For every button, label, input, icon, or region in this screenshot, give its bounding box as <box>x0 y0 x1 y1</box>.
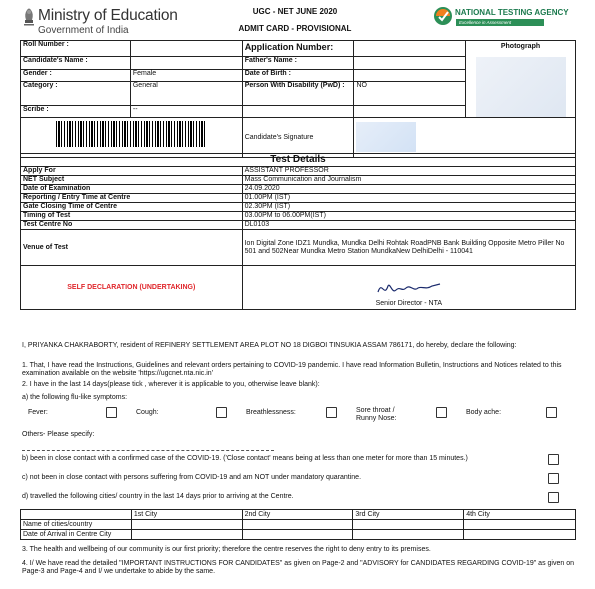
nta-logo-icon <box>433 6 453 26</box>
self-declaration-title: SELF DECLARATION (UNDERTAKING) <box>21 266 243 310</box>
photograph-image <box>476 57 566 117</box>
gate-closing-value: 02.30PM (IST) <box>242 203 575 212</box>
reporting-time-label: Reporting / Entry Time at Centre <box>21 194 243 203</box>
others-specify-label: Others- Please specify: <box>22 431 95 438</box>
candidate-name-value <box>130 57 242 69</box>
test-centre-label: Test Centre No <box>21 221 243 230</box>
director-title: Senior Director - NTA <box>375 300 442 307</box>
symptom-cough-checkbox[interactable] <box>216 407 227 418</box>
category-value: General <box>130 81 242 105</box>
travel-cell[interactable] <box>242 530 353 540</box>
photograph-label: Photograph <box>500 43 541 50</box>
travel-header-2nd-city: 2nd City <box>242 510 353 520</box>
timing-label: Timing of Test <box>21 212 243 221</box>
others-specify-line <box>22 450 274 451</box>
symptom-fever-checkbox[interactable] <box>106 407 117 418</box>
travel-cell[interactable] <box>353 530 464 540</box>
admit-card-title: ADMIT CARD - PROVISIONAL <box>238 24 352 33</box>
director-signature-icon <box>374 278 444 300</box>
travel-header-4th-city: 4th City <box>464 510 576 520</box>
director-signature-cell <box>242 266 575 310</box>
declaration-point-2d: d) travelled the following cities/ country in the last 14 days prior to arriving at the Centre. <box>22 493 294 500</box>
declaration-point-1: 1. That, I have read the Instructions, Guidelines and relevant orders pertaining to COVID-19 pandemic. I have read Information Bulletin, Instructions and Notices related to this examination available on the website 'https://ugcnet.nta.nic.in' <box>22 362 562 377</box>
apply-for-label: Apply For <box>21 167 243 176</box>
dob-value <box>354 69 466 81</box>
symptom-sore-throat-checkbox[interactable] <box>436 407 447 418</box>
gender-label: Gender : <box>21 69 131 81</box>
ministry-title: Ministry of Education <box>38 7 178 24</box>
national-emblem-icon <box>22 6 36 32</box>
signature-image <box>356 122 416 152</box>
declaration-point-4: 4. I/ We have read the detailed "IMPORTANT INSTRUCTIONS FOR CANDIDATES" as given on Page-2 and "ADVISORY for CANDIDATES REGARDING COVID-19" as given on Page-3 and Page-4 and I/ we undertake to abide by the same. <box>22 560 574 575</box>
net-subject-label: NET Subject <box>21 176 243 185</box>
travel-cell[interactable] <box>131 530 242 540</box>
exam-date-label: Date of Examination <box>21 185 243 194</box>
page-header <box>0 0 595 40</box>
timing-value: 03.00PM to 06.00PM(IST) <box>242 212 575 221</box>
travel-header-blank <box>21 510 132 520</box>
travel-row-arrival-label: Date of Arrival in Centre City <box>21 530 132 540</box>
test-details-heading: Test Details <box>21 154 576 167</box>
signature-label: Candidate's Signature <box>242 118 354 158</box>
symptom-breathlessness-checkbox[interactable] <box>326 407 337 418</box>
symptom-body-ache-label: Body ache: <box>466 409 502 416</box>
gender-value: Female <box>130 69 242 81</box>
candidate-name-label: Candidate's Name : <box>21 57 131 69</box>
roll-number-label: Roll Number : <box>21 41 131 57</box>
nta-tagline: Excellence in Assessment <box>456 19 544 26</box>
travel-cell[interactable] <box>464 530 576 540</box>
travel-cell[interactable] <box>353 520 464 530</box>
category-label: Category : <box>21 81 131 105</box>
father-name-label: Father's Name : <box>242 57 354 69</box>
nta-name: NATIONAL TESTING AGENCY <box>455 8 569 17</box>
travel-header-1st-city: 1st City <box>131 510 242 520</box>
declaration-point-2a: a) the following flu-like symptoms: <box>22 394 128 401</box>
barcode-cell <box>21 118 243 158</box>
barcode <box>56 121 206 147</box>
candidate-details-table <box>20 40 576 158</box>
test-details-table <box>20 153 576 310</box>
travel-table <box>20 509 576 540</box>
application-number-label: Application Number: <box>242 41 354 57</box>
travel-header-3rd-city: 3rd City <box>353 510 464 520</box>
pwd-label: Person With Disability (PwD) : <box>242 81 354 105</box>
scribe-value: -- <box>130 105 242 117</box>
roll-number-value <box>130 41 242 57</box>
travel-cell[interactable] <box>242 520 353 530</box>
symptom-fever-label: Fever: <box>28 409 48 416</box>
no-contact-checkbox[interactable] <box>548 473 559 484</box>
test-centre-value: DL0103 <box>242 221 575 230</box>
travelled-checkbox[interactable] <box>548 492 559 503</box>
declaration-point-3: 3. The health and wellbeing of our community is our first priority; therefore the centre reserves the right to deny entry to its premises. <box>22 546 431 553</box>
travel-cell[interactable] <box>464 520 576 530</box>
net-subject-value: Mass Communication and Journalism <box>242 176 575 185</box>
declaration-point-2c: c) not been in close contact with persons suffering from COVID-19 and am NOT under mandatory quarantine. <box>22 474 362 481</box>
signature-cell <box>354 118 576 158</box>
exam-title: UGC - NET JUNE 2020 <box>252 7 338 16</box>
father-name-value <box>354 57 466 69</box>
symptom-breathlessness-label: Breathlessness: <box>246 409 296 416</box>
dob-label: Date of Birth : <box>242 69 354 81</box>
symptom-body-ache-checkbox[interactable] <box>546 407 557 418</box>
close-contact-checkbox[interactable] <box>548 454 559 465</box>
symptom-cough-label: Cough: <box>136 409 159 416</box>
venue-value: Ion Digital Zone IDZ1 Mundka, Mundka Delhi Rohtak RoadPNB Bank Building Opposite Metro Piller No 501 and 502Near Mundka Metro Station MundkaNew DelhiDelhi - 110041 <box>242 230 575 266</box>
venue-label: Venue of Test <box>21 230 243 266</box>
symptom-sore-throat-label: Sore throat / Runny Nose: <box>356 407 397 422</box>
photograph-box <box>466 41 576 118</box>
exam-date-value: 24.09.2020 <box>242 185 575 194</box>
scribe-label: Scribe : <box>21 105 131 117</box>
apply-for-value: ASSISTANT PROFESSOR <box>242 167 575 176</box>
declaration-point-2b: b) been in close contact with a confirmed case of the COVID-19. ('Close contact' means being at less than one meter for more than 15 minutes.) <box>22 455 468 462</box>
government-subtitle: Government of India <box>38 25 129 36</box>
declaration-intro: I, PRIYANKA CHAKRABORTY, resident of REFINERY SETTLEMENT AREA PLOT NO 18 DIGBOI TINSUKIA ASSAM 786171, do hereby, declare the following: <box>22 342 517 349</box>
reporting-time-value: 01.00PM (IST) <box>242 194 575 203</box>
travel-row-cities-label: Name of cities/country <box>21 520 132 530</box>
pwd-value: NO <box>354 81 466 105</box>
travel-cell[interactable] <box>131 520 242 530</box>
application-number-value <box>354 41 466 57</box>
gate-closing-label: Gate Closing Time of Centre <box>21 203 243 212</box>
declaration-point-2: 2. I have in the last 14 days(please tick , wherever it is applicable to you, otherwise leave blank): <box>22 381 320 388</box>
